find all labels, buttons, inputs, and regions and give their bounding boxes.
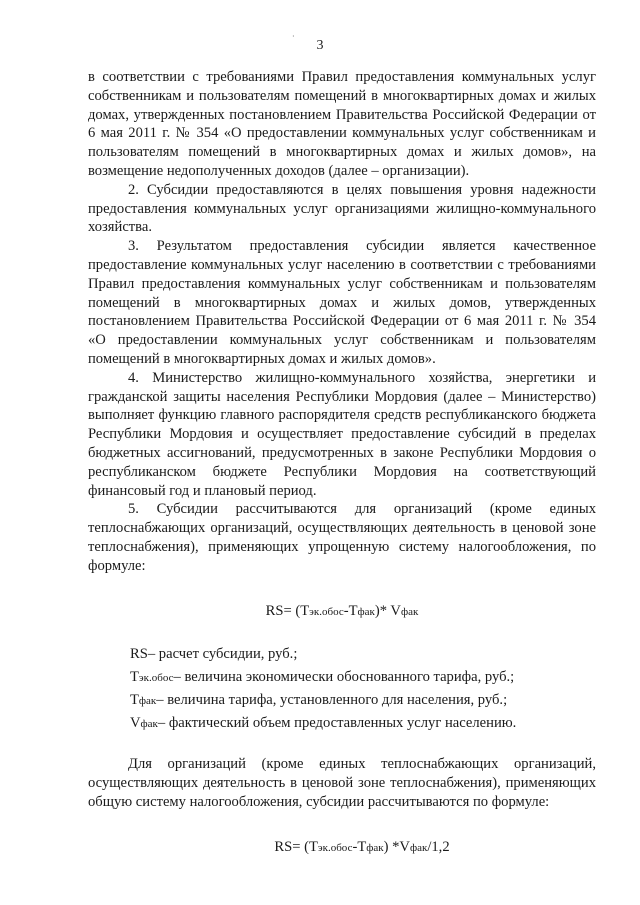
formula-simplified-tax: RS= (Tэк.обос-Tфак)* Vфак (265, 602, 419, 619)
definition-v-fak: Vфак– фактический объем предоставленных услуг населению. (130, 715, 517, 732)
definition-rs: RS– расчет субсидии, руб.; (130, 646, 298, 663)
paragraph-2: 2. Субсидии предоставляются в целях повышения уровня надежности предоставления коммунальных услуг организациями жилищно-коммунального хозяйства. (88, 181, 596, 236)
paragraph-3: 3. Результатом предоставления субсидии является качественное предоставление коммунальных услуг населению в соответствии с требованиями Правил предоставления коммунальных услуг собственникам и пользователям помещений в многоквартирных домах и жилых домов, утвержденных постановлением Правительства Российской Федерации от 6 мая 2011 г. № 354 «О предоставлении коммунальных услуг собственникам и пользователям помещений в многоквартирных домах и жилых домов». (88, 238, 596, 367)
page-number: 3 (316, 38, 324, 53)
definition-t-ek-obos: Tэк.обос– величина экономически обоснованного тарифа, руб.; (130, 669, 515, 686)
paragraph-5: 5. Субсидии рассчитываются для организаций (кроме единых теплоснабжающих организаций, осуществляющих деятельность в ценовой зоне теплоснабжения), применяющих упрощенную систему налогообложения, по формуле: (88, 501, 596, 574)
definition-t-fak: Tфак– величина тарифа, установленного для населения, руб.; (130, 692, 508, 709)
document-body (88, 68, 596, 858)
paragraph-general-tax: Для организаций (кроме единых теплоснабжающих организаций, осуществляющих деятельность в ценовой зоне теплоснабжения), применяющих общую систему налогообложения, субсидии рассчитываются по формуле: (88, 756, 596, 810)
formula-definitions (130, 645, 596, 734)
paragraph-4: 4. Министерство жилищно-коммунального хозяйства, энергетики и гражданской защиты населения Республики Мордовия (далее – Министерство) выполняет функцию главного распорядителя средств республиканского бюджета Республики Мордовия и осуществляет предоставление субсидий в пределах бюджетных ассигнований, предусмотренных в законе Республики Мордовия о республиканском бюджете Республики Мордовия на соответствующий финансовый год и плановый период. (88, 369, 596, 499)
scan-speck: · (292, 32, 295, 41)
paragraph-continuation: в соответствии с требованиями Правил предоставления коммунальных услуг собственникам и пользователям помещений в многоквартирных домах и жилых домах, утвержденных постановлением Правительства Российской Федерации от 6 мая 2011 г. № 354 «О предоставлении коммунальных услуг собственникам и пользователям помещений в многоквартирных домах и жилых домов», на возмещение недополученных доходов (далее – организации). (88, 69, 596, 179)
formula-general-tax: RS= (Tэк.обос-Tфак) *Vфак/1,2 (274, 838, 450, 855)
